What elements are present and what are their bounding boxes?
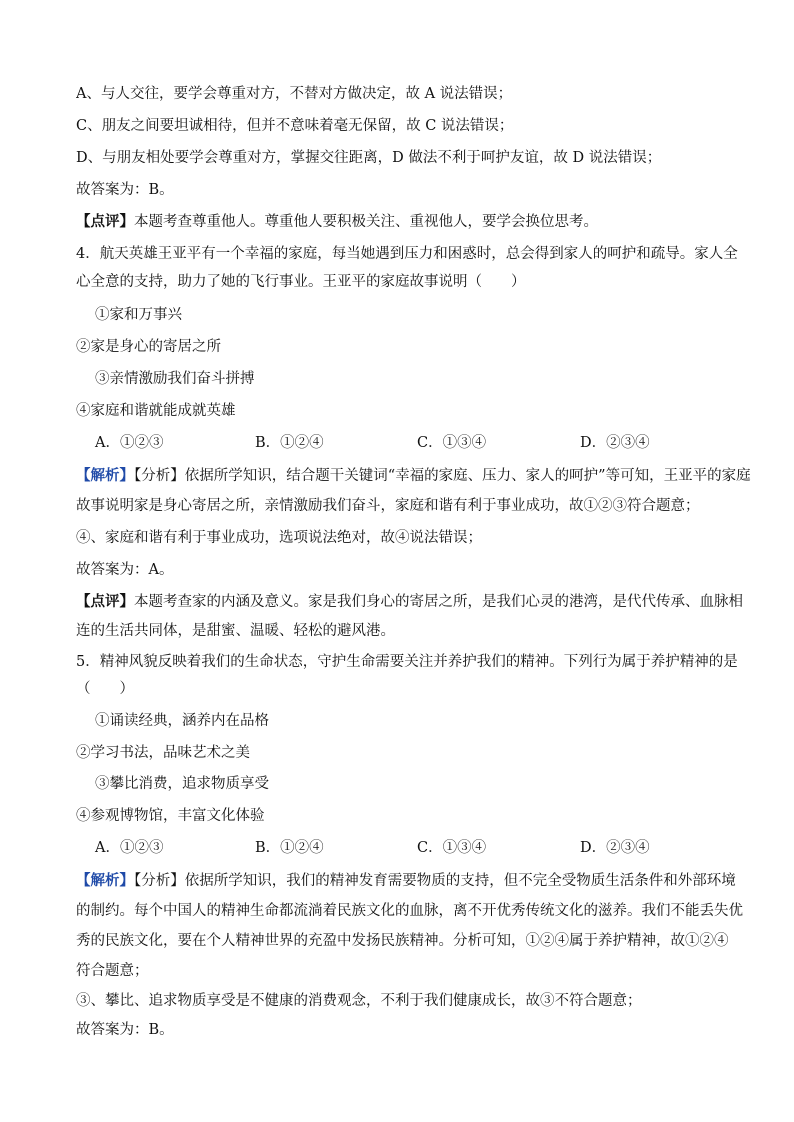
question-4-analysis-text-1: 【分析】依据所学知识，结合题干关键词“幸福的家庭、压力、家人的呵护”等可知，王亚平的家庭 <box>134 468 751 484</box>
question-5-statement-2: ②学习书法，品味艺术之美 <box>76 745 250 761</box>
question-4-analysis-line-1 <box>76 466 756 486</box>
question-4-line-2: 心全意的支持，助力了她的飞行事业。王亚平的家庭故事说明（ ） <box>76 274 526 290</box>
question-4-choice-a: A．①②③ <box>95 435 164 451</box>
question-4-statement-4: ④家庭和谐就能成就英雄 <box>76 403 236 419</box>
analysis-tag: 【解析】 <box>76 872 134 889</box>
question-5-analysis-line-3: 秀的民族文化，要在个人精神世界的充盈中发扬民族精神。分析可知，①②④属于养护精神，故①②④ <box>76 933 729 949</box>
analysis-line-a: A、与人交往，要学会尊重对方，不替对方做决定，故 A 说法错误； <box>76 86 513 102</box>
question-4-line-1: 4．航天英雄王亚平有一个幸福的家庭，每当她遇到压力和困惑时，总会得到家人的呵护和疏导。家人全 <box>76 246 738 262</box>
question-4-choice-c: C．①③④ <box>417 435 487 451</box>
question-4-statement-3: ③亲情激励我们奋斗拼搏 <box>95 371 255 387</box>
question-5-choice-b: B．①②④ <box>255 840 324 856</box>
question-5-statement-3: ③攀比消费，追求物质享受 <box>95 776 269 792</box>
comment-tag: 【点评】 <box>76 593 134 610</box>
question-5-analysis-text-1: 【分析】依据所学知识，我们的精神发育需要物质的支持，但不完全受物质生活条件和外部环境 <box>134 873 736 889</box>
question-4-choice-b: B．①②④ <box>255 435 324 451</box>
analysis-line-d: D、与朋友相处要学会尊重对方，掌握交往距离，D 做法不利于呵护友谊，故 D 说法错误； <box>76 150 662 166</box>
answer-line: 故答案为：B。 <box>76 182 174 198</box>
comment-line <box>76 212 756 232</box>
question-5-analysis-line-5: ③、攀比、追求物质享受是不健康的消费观念，不利于我们健康成长，故③不符合题意； <box>76 993 642 1009</box>
question-5-line-2: （ ） <box>76 681 134 697</box>
question-4-comment-line-1 <box>76 592 756 612</box>
comment-tag: 【点评】 <box>76 213 134 230</box>
question-5-statement-1: ①诵读经典，涵养内在品格 <box>95 713 269 729</box>
comment-text: 本题考查尊重他人。尊重他人要积极关注、重视他人，要学会换位思考。 <box>134 214 598 230</box>
question-5-choice-a: A．①②③ <box>95 840 164 856</box>
question-4-statement-1: ①家和万事兴 <box>95 307 182 323</box>
analysis-tag: 【解析】 <box>76 467 134 484</box>
question-5-analysis-line-4: 符合题意； <box>76 963 149 979</box>
question-5-choice-d: D．②③④ <box>580 840 650 856</box>
question-5-line-1: 5．精神风貌反映着我们的生命状态，守护生命需要关注并养护我们的精神。下列行为属于养护精神的是 <box>76 654 738 670</box>
question-4-choice-d: D．②③④ <box>580 435 650 451</box>
analysis-line-c: C、朋友之间要坦诚相待，但并不意味着毫无保留，故 C 说法错误； <box>76 118 514 134</box>
question-4-comment-line-2: 连的生活共同体，是甜蜜、温暖、轻松的避风港。 <box>76 623 395 639</box>
question-4-analysis-line-3: ④、家庭和谐有利于事业成功，选项说法绝对，故④说法错误； <box>76 530 482 546</box>
question-5-choice-c: C．①③④ <box>417 840 487 856</box>
question-5-statement-4: ④参观博物馆，丰富文化体验 <box>76 808 265 824</box>
question-5-analysis-line-1 <box>76 871 756 891</box>
question-4-analysis-line-2: 故事说明家是身心寄居之所，亲情激励我们奋斗，家庭和谐有利于事业成功，故①②③符合题意； <box>76 498 700 514</box>
question-4-comment-text-1: 本题考查家的内涵及意义。家是我们身心的寄居之所，是我们心灵的港湾，是代代传承、血脉相 <box>134 594 743 610</box>
question-4-answer: 故答案为：A。 <box>76 562 174 578</box>
question-5-analysis-line-2: 的制约。每个中国人的精神生命都流淌着民族文化的血脉，离不开优秀传统文化的滋养。我们不能丢失优 <box>76 903 743 919</box>
question-4-statement-2: ②家是身心的寄居之所 <box>76 339 221 355</box>
question-5-answer: 故答案为：B。 <box>76 1022 174 1038</box>
